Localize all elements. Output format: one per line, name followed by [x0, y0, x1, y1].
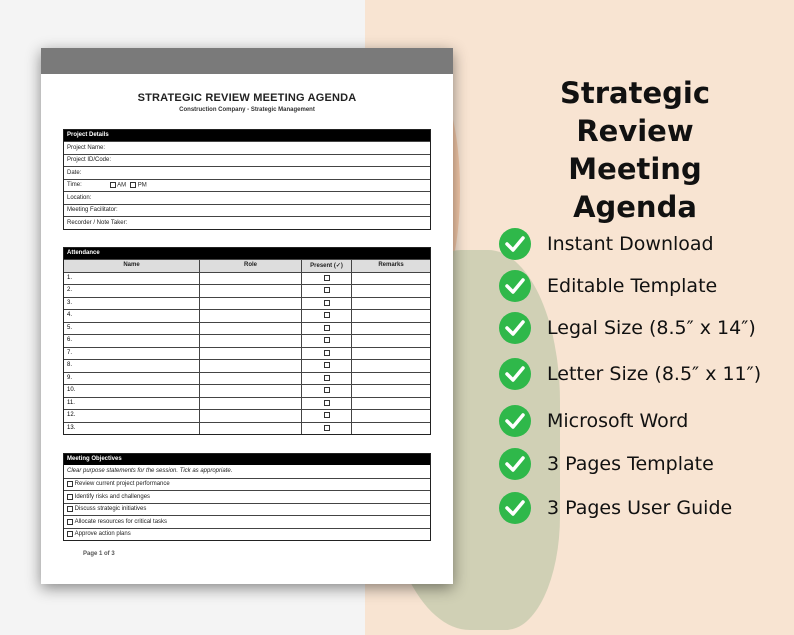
- checkbox-icon: [67, 506, 73, 512]
- role-cell: [200, 310, 302, 322]
- field-row: [64, 204, 430, 217]
- objectives-note: Clear purpose statements for the session. Tick as appropriate.: [67, 468, 233, 475]
- checkbox-icon: [324, 325, 330, 331]
- role-cell: [200, 348, 302, 360]
- feature-label: Legal Size (8.5″ x 14″): [547, 317, 756, 339]
- present-cell: [302, 360, 352, 372]
- attendance-row: [64, 322, 430, 335]
- checkbox-icon: [324, 400, 330, 406]
- checkbox-icon: [324, 362, 330, 368]
- attendance-row: [64, 334, 430, 347]
- field-label: Location:: [67, 194, 92, 201]
- checkbox-icon: [324, 375, 330, 381]
- present-cell: [302, 385, 352, 397]
- checkbox-icon: [67, 531, 73, 537]
- objectives-section: [63, 453, 431, 541]
- row-number: 6.: [64, 335, 200, 347]
- attendance-row: [64, 384, 430, 397]
- field-row: [64, 166, 430, 179]
- check-circle-icon: [499, 405, 531, 437]
- checkbox-icon: [67, 519, 73, 525]
- field-label: Project Name:: [67, 144, 106, 151]
- present-cell: [302, 423, 352, 435]
- role-cell: [200, 360, 302, 372]
- feature-label: Instant Download: [547, 233, 714, 255]
- checkbox-icon: [324, 412, 330, 418]
- attendance-row: [64, 272, 430, 285]
- remarks-cell: [352, 335, 430, 347]
- objective-label: Approve action plans: [74, 531, 131, 538]
- attendance-row: [64, 422, 430, 435]
- feature-item: [499, 492, 732, 524]
- objective-item: [64, 478, 430, 491]
- checkbox-icon: [67, 481, 73, 487]
- remarks-cell: [352, 310, 430, 322]
- present-cell: [302, 335, 352, 347]
- document-title: STRATEGIC REVIEW MEETING AGENDA: [137, 92, 357, 104]
- objective-label: Identify risks and challenges: [74, 493, 151, 500]
- present-cell: [302, 398, 352, 410]
- remarks-cell: [352, 385, 430, 397]
- check-circle-icon: [499, 270, 531, 302]
- row-number: 13.: [64, 423, 200, 435]
- checkbox-icon: [324, 387, 330, 393]
- column-role: Role: [200, 260, 302, 272]
- objective-label: Allocate resources for critical tasks: [74, 518, 168, 525]
- present-cell: [302, 373, 352, 385]
- field-row: [64, 154, 430, 167]
- row-number: 1.: [64, 273, 200, 285]
- field-label: Project ID/Code:: [67, 157, 112, 164]
- check-circle-icon: [499, 228, 531, 260]
- present-cell: [302, 310, 352, 322]
- checkbox-icon: [324, 275, 330, 281]
- heading-line-2: Meeting Agenda: [568, 152, 702, 224]
- feature-label: Microsoft Word: [547, 410, 689, 432]
- feature-label: 3 Pages Template: [547, 453, 714, 475]
- field-label: Time:: [67, 182, 82, 189]
- checkbox-icon: [324, 287, 330, 293]
- attendance-row: [64, 347, 430, 360]
- column-remarks: Remarks: [378, 262, 404, 268]
- feature-label: Letter Size (8.5″ x 11″): [547, 363, 762, 385]
- row-number: 12.: [64, 410, 200, 422]
- field-label: Date:: [67, 169, 82, 176]
- product-heading: [510, 74, 760, 226]
- page-footer: Page 1 of 3: [83, 551, 115, 557]
- role-cell: [200, 410, 302, 422]
- row-number: 7.: [64, 348, 200, 360]
- column-present: Present (✓): [302, 260, 352, 272]
- attendance-row: [64, 297, 430, 310]
- field-row: [64, 179, 430, 192]
- remarks-cell: [352, 360, 430, 372]
- feature-item: [499, 358, 761, 390]
- attendance-column-headers: [64, 259, 430, 272]
- attendance-row: [64, 409, 430, 422]
- field-row: [64, 141, 430, 154]
- feature-label: 3 Pages User Guide: [547, 497, 733, 519]
- feature-label: Editable Template: [547, 275, 718, 297]
- document-header-bar: [41, 48, 453, 74]
- remarks-cell: [352, 348, 430, 360]
- present-cell: [302, 323, 352, 335]
- role-cell: [200, 285, 302, 297]
- check-circle-icon: [499, 312, 531, 344]
- row-number: 10.: [64, 385, 200, 397]
- heading-line-1: Strategic Review: [559, 76, 711, 148]
- row-number: 2.: [64, 285, 200, 297]
- objective-item: [64, 528, 430, 541]
- attendance-row: [64, 372, 430, 385]
- attendance-row: [64, 309, 430, 322]
- am-label: AM: [117, 182, 127, 189]
- objectives-header: Meeting Objectives: [64, 454, 430, 465]
- row-number: 8.: [64, 360, 200, 372]
- checkbox-icon: [324, 312, 330, 318]
- row-number: 11.: [64, 398, 200, 410]
- checkbox-icon: [130, 182, 136, 188]
- remarks-cell: [352, 323, 430, 335]
- present-cell: [302, 273, 352, 285]
- remarks-cell: [352, 423, 430, 435]
- pm-label: PM: [137, 182, 147, 189]
- remarks-cell: [352, 273, 430, 285]
- check-circle-icon: [499, 492, 531, 524]
- role-cell: [200, 273, 302, 285]
- present-cell: [302, 348, 352, 360]
- objective-label: Review current project performance: [74, 481, 170, 488]
- role-cell: [200, 298, 302, 310]
- role-cell: [200, 385, 302, 397]
- objective-item: [64, 515, 430, 528]
- check-circle-icon: [499, 448, 531, 480]
- field-row: [64, 216, 430, 229]
- feature-item: [499, 270, 717, 302]
- remarks-cell: [352, 398, 430, 410]
- checkbox-icon: [67, 494, 73, 500]
- row-number: 3.: [64, 298, 200, 310]
- remarks-cell: [352, 298, 430, 310]
- checkbox-icon: [324, 425, 330, 431]
- objectives-list: [64, 478, 430, 541]
- checkbox-icon: [110, 182, 116, 188]
- present-cell: [302, 410, 352, 422]
- role-cell: [200, 323, 302, 335]
- checkbox-icon: [324, 300, 330, 306]
- attendance-rows: [64, 272, 430, 435]
- feature-item: [499, 312, 756, 344]
- checkbox-icon: [324, 350, 330, 356]
- row-number: 5.: [64, 323, 200, 335]
- role-cell: [200, 423, 302, 435]
- attendance-row: [64, 284, 430, 297]
- am-option: [110, 182, 126, 189]
- document-subtitle: Construction Company - Strategic Management: [179, 107, 315, 113]
- pm-option: [130, 182, 147, 189]
- objective-item: [64, 503, 430, 516]
- project-details-header: Project Details: [64, 130, 430, 141]
- project-details-section: [63, 129, 431, 230]
- role-cell: [200, 335, 302, 347]
- attendance-row: [64, 397, 430, 410]
- present-cell: [302, 298, 352, 310]
- objective-label: Discuss strategic initiatives: [74, 506, 147, 513]
- attendance-header: Attendance: [64, 248, 430, 259]
- attendance-section: [63, 247, 431, 435]
- remarks-cell: [352, 373, 430, 385]
- column-name: Name: [64, 260, 200, 272]
- role-cell: [200, 373, 302, 385]
- attendance-row: [64, 359, 430, 372]
- field-label: Recorder / Note Taker:: [67, 219, 128, 226]
- remarks-cell: [352, 285, 430, 297]
- checkbox-icon: [324, 337, 330, 343]
- feature-item: [499, 228, 714, 260]
- check-circle-icon: [499, 358, 531, 390]
- field-label: Meeting Facilitator:: [67, 207, 118, 214]
- field-row: [64, 191, 430, 204]
- feature-item: [499, 448, 714, 480]
- row-number: 9.: [64, 373, 200, 385]
- row-number: 4.: [64, 310, 200, 322]
- role-cell: [200, 398, 302, 410]
- objective-item: [64, 490, 430, 503]
- feature-item: [499, 405, 688, 437]
- document-preview: [41, 48, 453, 584]
- present-cell: [302, 285, 352, 297]
- remarks-cell: [352, 410, 430, 422]
